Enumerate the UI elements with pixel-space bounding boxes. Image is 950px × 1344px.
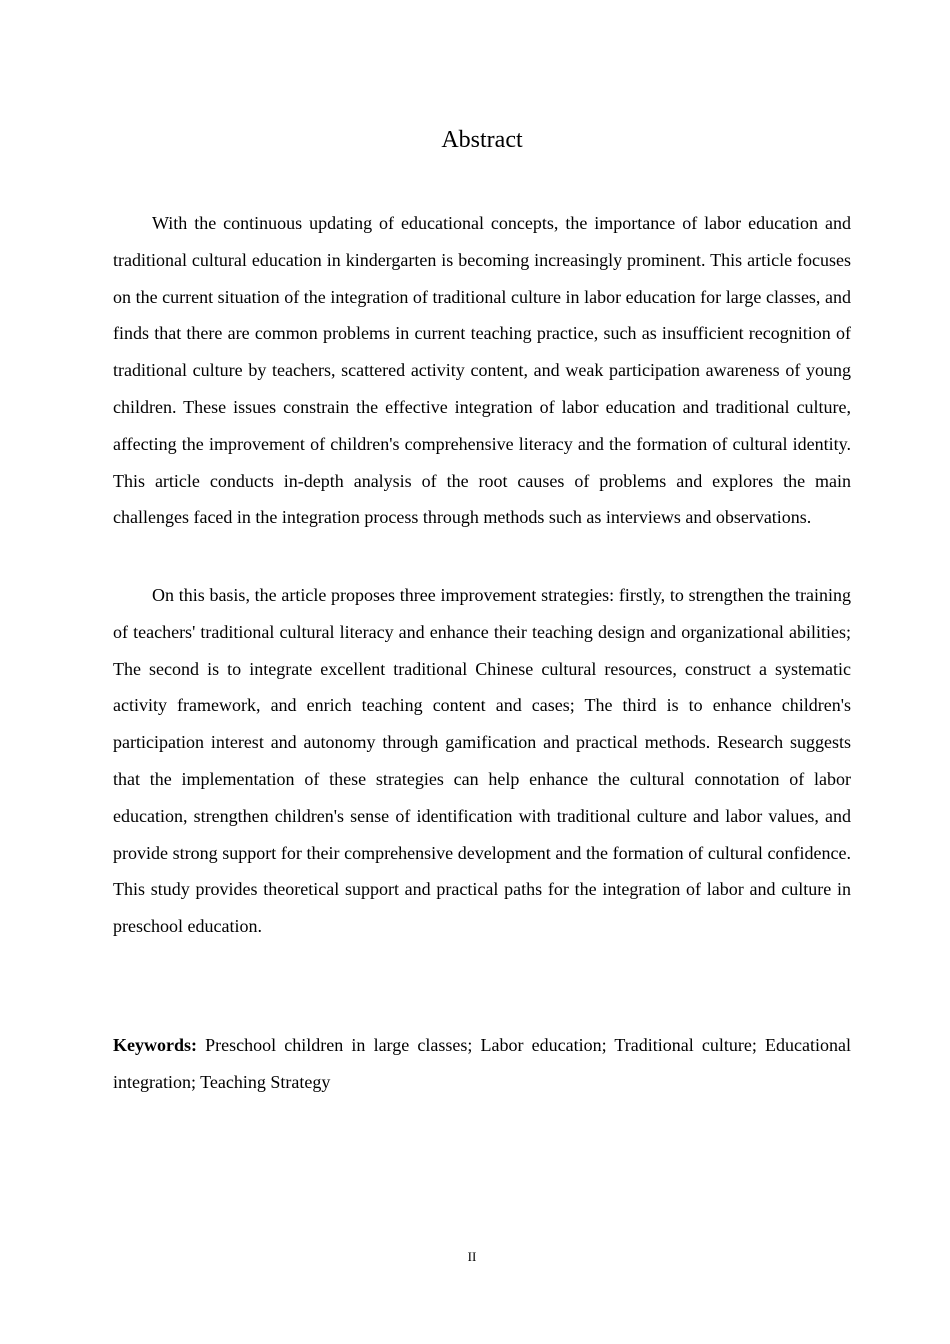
abstract-title: Abstract <box>441 127 523 153</box>
keywords-label: Keywords: <box>113 1035 197 1055</box>
paragraph-text: On this basis, the article proposes three improvement strategies: firstly, to strengthen the training of teachers' traditional cultural literacy and enhance their teaching design and organizational abilities; The second is to integrate excellent traditional Chinese cultural resources, construct a systematic activity framework, and enrich teaching content and cases; The third is to enhance children's participation interest and autonomy through gamification and practical methods. Research suggests that the implementation of these strategies can help enhance the cultural connotation of labor education, strengthen children's sense of identification with traditional culture and labor values, and provide strong support for their comprehensive development and the formation of cultural confidence. This study provides theoretical support and practical paths for the integration of labor and culture in preschool education. <box>113 585 851 937</box>
page-number: II <box>467 1249 477 1264</box>
abstract-body-paragraph-1 <box>113 205 851 536</box>
keywords-text: Preschool children in large classes; Labor education; Traditional culture; Educational integration; Teaching Strategy <box>113 1035 851 1092</box>
keywords-line <box>113 1027 851 1101</box>
abstract-body-paragraph-2 <box>113 577 851 945</box>
paragraph-text: With the continuous updating of educational concepts, the importance of labor education and traditional cultural education in kindergarten is becoming increasingly prominent. This article focuses on the current situation of the integration of traditional culture in labor education for large classes, and finds that there are common problems in current teaching practice, such as insufficient recognition of traditional culture by teachers, scattered activity content, and weak participation awareness of young children. These issues constrain the effective integration of labor education and traditional culture, affecting the improvement of children's comprehensive literacy and the formation of cultural identity. This article conducts in-depth analysis of the root causes of problems and explores the main challenges faced in the integration process through methods such as interviews and observations. <box>113 213 851 528</box>
